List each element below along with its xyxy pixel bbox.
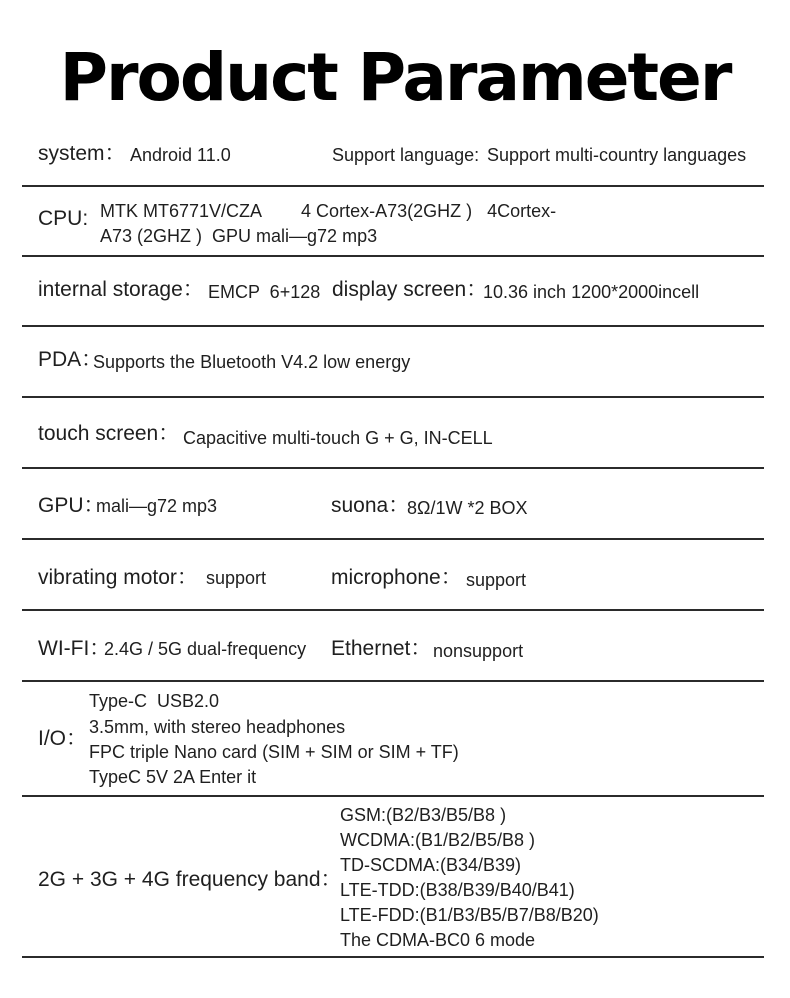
wifi-label: WI-FI：: [38, 637, 111, 660]
band-line: TD-SCDMA:(B34/B39): [340, 855, 522, 875]
page-title: Product Parameter: [59, 39, 731, 116]
support-language-value: Support multi-country languages: [487, 145, 747, 165]
band-line: LTE-FDD:(B1/B3/B5/B7/B8/B20): [340, 905, 599, 925]
suona-value: 8Ω/1W *2 BOX: [407, 498, 528, 518]
display-screen-label: display screen：: [332, 278, 488, 301]
band-line: LTE-TDD:(B38/B39/B40/B41): [340, 880, 575, 900]
microphone-label: microphone：: [331, 566, 462, 589]
band-line: The CDMA-BC0 6 mode: [340, 930, 536, 950]
system-label: system：: [38, 142, 126, 165]
row-divider: [22, 325, 764, 327]
band-line: GSM:(B2/B3/B5/B8 ): [340, 805, 507, 825]
gpu-value: mali—g72 mp3: [96, 496, 218, 516]
cpu-value-line2: A73 (2GHZ ) GPU mali—g72 mp3: [100, 226, 378, 246]
vibrating-motor-label: vibrating motor：: [38, 566, 198, 589]
band-line: WCDMA:(B1/B2/B5/B8 ): [340, 830, 536, 850]
io-line: Type-C USB2.0: [89, 691, 220, 711]
row-divider: [22, 538, 764, 540]
row-divider: [22, 795, 764, 797]
pda-label: PDA：: [38, 348, 103, 371]
row-divider: [22, 185, 764, 187]
io-line: FPC triple Nano card (SIM + SIM or SIM + TF): [89, 742, 459, 762]
wifi-value: 2.4G / 5G dual-frequency: [104, 639, 307, 659]
internal-storage-value: EMCP 6+128: [208, 282, 321, 302]
vibrating-motor-value: support: [206, 568, 267, 588]
row-divider: [22, 680, 764, 682]
io-line: TypeC 5V 2A Enter it: [89, 767, 257, 787]
touch-screen-label: touch screen：: [38, 422, 180, 445]
system-value: Android 11.0: [130, 145, 231, 165]
internal-storage-label: internal storage：: [38, 278, 204, 301]
io-label: I/O：: [38, 727, 88, 750]
ethernet-label: Ethernet：: [331, 637, 432, 660]
io-line: 3.5mm, with stereo headphones: [89, 717, 346, 737]
touch-screen-value: Capacitive multi-touch G + G, IN-CELL: [183, 428, 493, 448]
display-screen-value: 10.36 inch 1200*2000incell: [483, 282, 700, 302]
row-divider: [22, 609, 764, 611]
row-divider: [22, 467, 764, 469]
row-divider: [22, 255, 764, 257]
frequency-band-label: 2G + 3G + 4G frequency band：: [38, 868, 342, 891]
row-divider: [22, 396, 764, 398]
cpu-label: CPU:: [38, 207, 89, 230]
ethernet-value: nonsupport: [433, 641, 524, 661]
pda-value: Supports the Bluetooth V4.2 low energy: [93, 352, 411, 372]
suona-label: suona：: [331, 494, 410, 517]
cpu-value-line1: MTK MT6771V/CZA 4 Cortex-A73(2GHZ ) 4Cortex-: [100, 201, 557, 221]
microphone-value: support: [466, 570, 527, 590]
row-divider: [22, 956, 764, 958]
support-language-label: Support language:: [332, 145, 480, 165]
gpu-label: GPU：: [38, 494, 105, 517]
